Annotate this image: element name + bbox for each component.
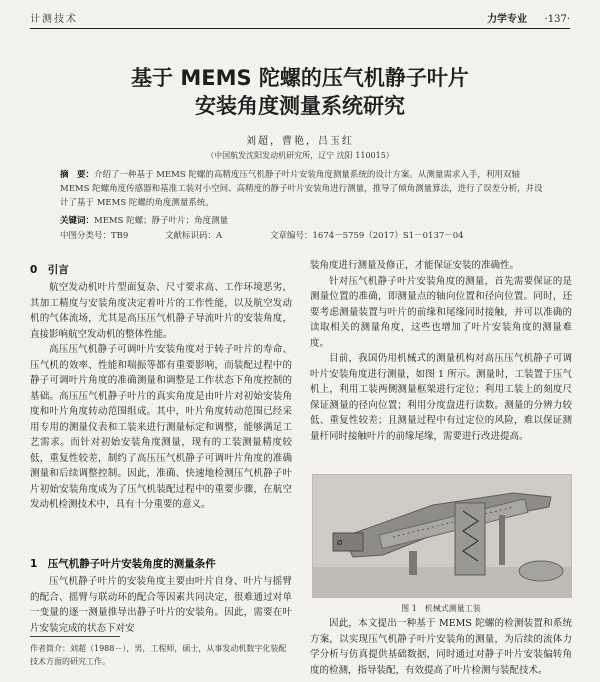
right-column-top bbox=[310, 258, 572, 444]
paragraph: 航空发动机叶片型面复杂、尺寸要求高、工作环境恶劣，其加工精度与安装角度决定着叶片的工作性能，以及航空发动机的气体流场，尤其是高压压气机静子导流叶片的安装角度，直接影响航空发动机的整体性能。 bbox=[30, 282, 292, 340]
paragraph: 针对压气机静子叶片安装角度的测量，首先需要保证的是测量位置的准确，即测量点的轴向位置和径向位置。同时，还要考虑测量装置与叶片的前缘和尾缘同时接触，并可以准确的读取相关的测量角度，这些也增加了叶片安装角度的测量难度。 bbox=[310, 275, 572, 349]
article-number: 文章编号：1674－5759（2017）S1－0137－04 bbox=[270, 231, 464, 241]
footnote-rule bbox=[30, 636, 120, 637]
running-head bbox=[487, 10, 570, 25]
authors: 刘超，曹艳，吕玉红 bbox=[246, 136, 354, 147]
title-line-2: 安装角度测量系统研究 bbox=[195, 94, 405, 118]
measuring-fixture-illustration bbox=[313, 475, 571, 597]
keywords bbox=[60, 214, 228, 226]
author-footnote: 作者简介：刘超（1988－），男，工程师，硕士，从事发动机数字化装配技术方面的研究工作。 bbox=[30, 644, 287, 666]
paragraph: 目前，我国仍用机械式的测量机构对高压压气机静子可调叶片安装角度进行测量，如图 1 所示。测量时，工装置于压气机上，利用工装两侧测量框架进行定位；利用工装上的刻度尺保证测量的径向位置；利用分度盘进行读数。测量的分辨力较低、重复性较差；且测量过程中有过定位的风险，难以保证测量杆同时接触叶片的前缘尾缘，需要进行改进提高。 bbox=[310, 353, 572, 442]
section-heading-conditions: 1 压气机静子叶片安装角度的测量条件 bbox=[30, 558, 216, 570]
keywords-label: 关键词： bbox=[60, 216, 95, 226]
clc-number: 中图分类号：TB9 bbox=[60, 231, 129, 241]
section-name: 力学专业 bbox=[487, 14, 528, 25]
page-number: ·137· bbox=[544, 14, 570, 25]
abstract-label: 摘 要： bbox=[60, 170, 95, 180]
left-column-intro bbox=[30, 280, 292, 513]
paragraph: 压气机静子叶片的安装角度主要由叶片自身、叶片与摇臂的配合、摇臂与联动环的配合等因素共同决定，很难通过对单一变量的逐一测量推导出静子叶片的安装角。因此，需要在叶片安装完成的状态下对安 bbox=[30, 576, 292, 634]
figure-1-photo bbox=[312, 474, 572, 598]
figure-1-caption: 图 1 机械式测量工装 bbox=[401, 604, 481, 613]
document-code: 文献标识码：A bbox=[165, 231, 223, 241]
abstract-text: 介绍了一种基于 MEMS 陀螺的高精度压气机静子叶片安装角度测量系统的设计方案。从测量需求入手，利用双轴 MEMS 陀螺角度传感器和基准工装对小空间、高精度的静子叶片安装角进行测量，推导了倾角测量算法，进行了误差分析，并设计了基于 MEMS 陀螺的角度测量系统。 bbox=[60, 170, 543, 208]
header-rule bbox=[30, 28, 570, 29]
right-column-bottom bbox=[310, 616, 572, 678]
abstract bbox=[60, 168, 548, 210]
paragraph: 装角度进行测量及修正，才能保证安装的准确性。 bbox=[310, 260, 520, 271]
left-column-conditions bbox=[30, 574, 292, 636]
affiliation: （中国航发沈阳发动机研究所，辽宁 沈阳 110015） bbox=[206, 151, 394, 160]
paragraph: 高压压气机静子可调叶片安装角度对于转子叶片的寿命、压气机的效率、性能和喘振等都有重要影响，而装配过程中的静子可调叶片角度的准确测量和调整是工作状态下角度控制的基础。高压压气机静子叶片的真实角度是由叶片对初始安装角度和叶片角度转动范围组成。其中，叶片角度转动范围已经采用专用的测量仪表和工装来进行测量标定和调整，能够满足工艺需求。而针对初始安装角度测量，现有的工装测量精度较低，重复性较差，制约了高压压气机静子可调叶片角度的准确测量和后续调整控制。因此，准确、快速地检测压气机静子叶片初始安装角度成为了压气机装配过程中的重要步骤，在航空发动机检测技术中，具有十分重要的意义。 bbox=[30, 344, 292, 510]
section-heading-intro: 0 引言 bbox=[30, 264, 69, 276]
title-line-1: 基于 MEMS 陀螺的压气机静子叶片 bbox=[131, 66, 469, 90]
journal-name: 计测技术 bbox=[30, 14, 78, 25]
keywords-text: MEMS 陀螺；静子叶片；角度测量 bbox=[94, 216, 229, 226]
paragraph: 因此，本文提出一种基于 MEMS 陀螺的检测装置和系统方案，以实现压气机静子叶片安装角的测量，为后续的流体力学分析与仿真提供基础数据，同时通过对静子叶片安装偏转角度的检测，指导装配，有效提高了叶片检测与装配技术。 bbox=[310, 618, 572, 676]
svg-text:Ø: Ø bbox=[337, 539, 343, 547]
